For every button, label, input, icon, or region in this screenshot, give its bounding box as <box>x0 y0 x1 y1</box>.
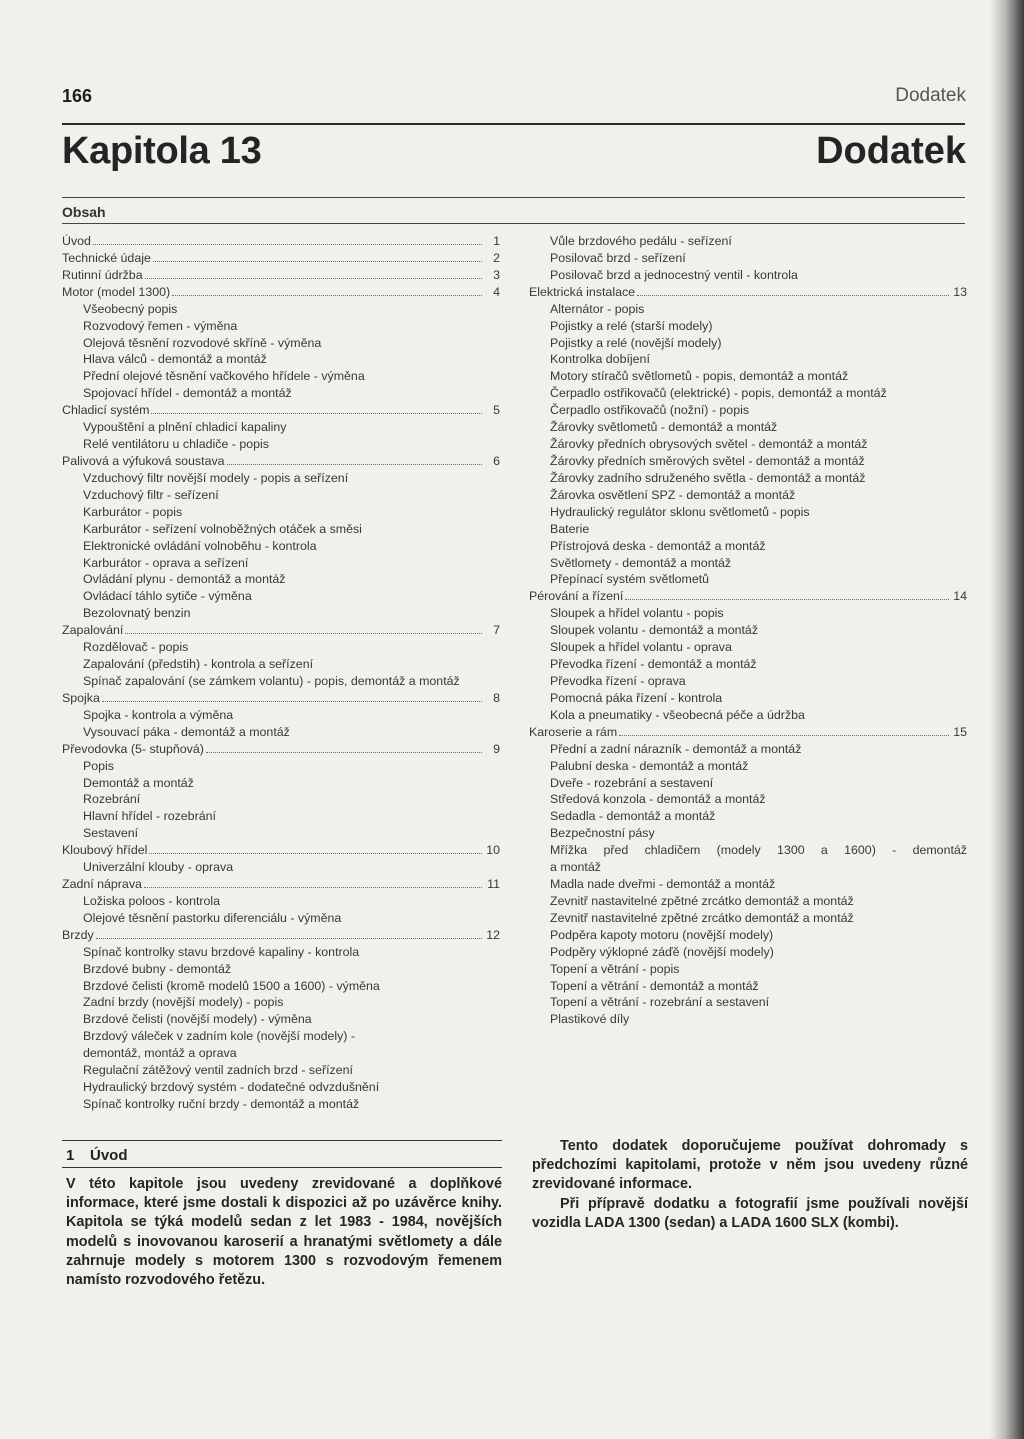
toc-entry-label: Rutinní údržba <box>62 267 143 282</box>
toc-chapter-entry <box>62 690 500 707</box>
toc-chapter-entry <box>62 233 500 250</box>
toc-page-number: 7 <box>493 623 500 638</box>
toc-chapter-entry <box>529 588 967 605</box>
toc-dot-leader <box>151 413 482 414</box>
chapter-rule <box>62 197 965 198</box>
toc-entry-label: Motor (model 1300) <box>62 284 171 299</box>
toc-page-number: 13 <box>953 284 967 299</box>
toc-subentry: Zapalování (předstih) - kontrola a seřízení <box>83 657 314 672</box>
toc-entry-label: Brzdy <box>62 927 94 942</box>
toc-subentry: Ložiska poloos - kontrola <box>83 893 221 908</box>
contents-rule <box>62 223 965 224</box>
toc-subentry: Všeobecný popis <box>83 301 178 316</box>
chapter-name: Dodatek <box>816 130 966 172</box>
toc-subentry: Brzdové čelisti (kromě modelů 1500 a 1600) - výměna <box>83 978 380 993</box>
section-rule-top <box>62 1140 502 1141</box>
toc-subentry: Bezolovnatý benzin <box>83 606 191 621</box>
chapter-title: Kapitola 13 <box>62 130 262 172</box>
toc-subentry: Spínač zapalování (se zámkem volantu) - popis, demontáž a montáž <box>83 673 460 688</box>
toc-subentry: Pojistky a relé (starší modely) <box>550 318 713 333</box>
toc-entry-label: Zadní náprava <box>62 877 142 892</box>
toc-subentry: Kontrolka dobíjení <box>550 352 650 367</box>
toc-subentry: Rozdělovač - popis <box>83 640 189 655</box>
toc-subentry: Ovládání plynu - demontáž a montáž <box>83 572 286 587</box>
toc-subentry: Vůle brzdového pedálu - seřízení <box>550 234 732 248</box>
toc-subentry: Pomocná páka řízení - kontrola <box>550 690 723 705</box>
toc-chapter-entry <box>62 876 500 893</box>
toc-subentry: Olejové těsnění pastorku diferenciálu - výměna <box>83 910 342 925</box>
page-number: 166 <box>62 86 93 106</box>
toc-subentry: Brzdové bubny - demontáž <box>83 961 232 976</box>
toc-subentry: Zevnitř nastavitelné zpětné zrcátko demontáž a montáž <box>550 893 854 908</box>
toc-entry-label: Úvod <box>62 234 91 248</box>
toc-dot-leader <box>153 261 482 262</box>
toc-chapter-entry <box>62 284 500 301</box>
contents-label: Obsah <box>62 204 106 220</box>
toc-subentry: Podpěra kapoty motoru (novější modely) <box>550 927 774 942</box>
toc-page-number: 3 <box>493 267 500 282</box>
toc-subentry: Zadní brzdy (novější modely) - popis <box>83 995 284 1010</box>
toc-subentry: Hlava válců - demontáž a montáž <box>83 352 267 367</box>
toc-subentry: Sloupek a hřídel volantu - popis <box>550 606 724 621</box>
toc-subentry: Přepínací systém světlometů <box>550 572 710 587</box>
toc-page-number: 12 <box>486 927 500 942</box>
toc-chapter-entry <box>62 741 500 758</box>
toc-entry-label: Převodovka (5- stupňová) <box>62 741 204 756</box>
toc-chapter-entry <box>62 250 500 267</box>
toc-subentry: a montáž <box>550 860 601 875</box>
toc-subentry: Převodka řízení - demontáž a montáž <box>550 657 757 672</box>
toc-entry-label: Kloubový hřídel <box>62 843 148 858</box>
toc-subentry: Karburátor - oprava a seřízení <box>83 555 249 570</box>
toc-subentry: Ovládací táhlo sytiče - výměna <box>83 589 252 604</box>
toc-chapter-entry <box>62 453 500 470</box>
toc-subentry: Hydraulický brzdový systém - dodatečné odvzdušnění <box>83 1080 380 1095</box>
intro-paragraph: V této kapitole jsou uvedeny zrevidované a doplňkové informace, které jsme dostali k dispozici až po uzávěrce knihy. Kapitola se týká modelů sedan z let 1983 - 1984, novějších modelů s inovovanou karoserií a hranatými světlomety a dále zahrnuje modely s motorem 1300 s rozvodovým řemenem namísto rozvodového řetězu. <box>66 1176 502 1289</box>
section-number: 1 <box>66 1147 75 1164</box>
toc-subentry: Brzdové čelisti (novější modely) - výměna <box>83 1012 312 1027</box>
toc-subentry: Spínač kontrolky stavu brzdové kapaliny - kontrola <box>83 944 360 959</box>
toc-entry-label: Technické údaje <box>62 250 151 265</box>
toc-subentry: Spínač kontrolky ruční brzdy - demontáž a montáž <box>83 1097 360 1112</box>
toc-subentry: Univerzální klouby - oprava <box>83 860 234 875</box>
toc-entry-label: Zapalování <box>62 623 124 638</box>
toc-subentry: Přední a zadní nárazník - demontáž a montáž <box>550 741 802 756</box>
section-rule-bottom <box>62 1167 502 1168</box>
toc-subentry: Žárovka osvětlení SPZ - demontáž a montáž <box>550 487 796 502</box>
toc-subentry: Sedadla - demontáž a montáž <box>550 809 716 824</box>
toc-chapter-entry <box>62 927 500 944</box>
toc-subentry: Žárovky světlometů - demontáž a montáž <box>550 420 778 435</box>
toc-entry-label: Spojka <box>62 690 100 705</box>
toc-subentry: Mřížka před chladičem (modely 1300 a 1600) - demontáž <box>550 843 967 858</box>
toc-subentry: Světlomety - demontáž a montáž <box>550 555 732 570</box>
toc-left-column <box>62 233 500 1113</box>
toc-chapter-entry <box>62 842 500 859</box>
toc-subentry: Motory stíračů světlometů - popis, demontáž a montáž <box>550 369 849 384</box>
toc-chapter-entry <box>529 284 967 301</box>
toc-subentry: Vzduchový filtr novější modely - popis a seřízení <box>83 470 349 485</box>
toc-page-number: 6 <box>493 453 500 468</box>
toc-subentry: Pojistky a relé (novější modely) <box>550 335 722 350</box>
toc-subentry: Přístrojová deska - demontáž a montáž <box>550 538 766 553</box>
toc-subentry: Topení a větrání - popis <box>550 961 680 976</box>
toc-dot-leader <box>96 938 482 939</box>
page-edge-shadow <box>990 0 1024 1439</box>
toc-subentry: Palubní deska - demontáž a montáž <box>550 758 749 773</box>
toc-page-number: 2 <box>493 250 500 265</box>
toc-right-column <box>529 233 967 1028</box>
toc-subentry: Olejová těsnění rozvodové skříně - výměna <box>83 335 322 350</box>
toc-subentry: Karburátor - seřízení volnoběžných otáček a směsi <box>83 521 362 536</box>
toc-subentry: Vzduchový filtr - seřízení <box>83 487 219 502</box>
toc-chapter-entry <box>62 402 500 419</box>
toc-subentry: Spojovací hřídel - demontáž a montáž <box>83 386 292 401</box>
toc-page-number: 8 <box>493 690 500 705</box>
toc-dot-leader <box>637 295 949 296</box>
toc-dot-leader <box>206 752 482 753</box>
toc-dot-leader <box>227 464 482 465</box>
toc-subentry: Regulační zátěžový ventil zadních brzd - seřízení <box>83 1063 353 1078</box>
toc-dot-leader <box>172 295 482 296</box>
toc-dot-leader <box>619 735 949 736</box>
toc-subentry: Kola a pneumatiky - všeobecná péče a údržba <box>550 707 805 722</box>
toc-dot-leader <box>125 633 482 634</box>
toc-subentry: Sestavení <box>83 826 139 841</box>
toc-subentry: Relé ventilátoru u chladiče - popis <box>83 437 269 452</box>
toc-subentry: Madla nade dveřmi - demontáž a montáž <box>550 877 776 892</box>
toc-dot-leader <box>145 278 482 279</box>
section-heading <box>66 1147 128 1164</box>
toc-subentry: Čerpadlo ostřikovačů (elektrické) - popis, demontáž a montáž <box>550 386 887 401</box>
toc-subentry: Demontáž a montáž <box>83 775 194 790</box>
toc-subentry: Rozvodový řemen - výměna <box>83 318 238 333</box>
toc-entry-label: Chladicí systém <box>62 403 150 418</box>
toc-page-number: 15 <box>953 724 967 739</box>
toc-entry-label: Pérování a řízení <box>529 589 624 604</box>
toc-subentry: Plastikové díly <box>550 1012 630 1027</box>
toc-subentry: Alternátor - popis <box>550 301 645 316</box>
toc-subentry: Žárovky předních směrových světel - demontáž a montáž <box>550 453 865 468</box>
toc-subentry: Žárovky předních obrysových světel - demontáž a montáž <box>550 437 868 452</box>
toc-subentry: Posilovač brzd a jednocestný ventil - kontrola <box>550 267 798 282</box>
toc-subentry: Sloupek a hřídel volantu - oprava <box>550 640 732 655</box>
toc-chapter-entry <box>529 724 967 741</box>
intro-right-column <box>532 1137 968 1233</box>
toc-page-number: 9 <box>493 741 500 756</box>
top-rule <box>62 123 965 125</box>
toc-page-number: 1 <box>493 234 500 248</box>
toc-dot-leader <box>144 887 482 888</box>
toc-subentry: Spojka - kontrola a výměna <box>83 707 234 722</box>
toc-subentry: Středová konzola - demontáž a montáž <box>550 792 766 807</box>
toc-subentry: Dveře - rozebrání a sestavení <box>550 775 714 790</box>
toc-dot-leader <box>93 244 482 245</box>
toc-subentry: Zevnitř nastavitelné zpětné zrcátko demontáž a montáž <box>550 910 854 925</box>
toc-page-number: 14 <box>953 589 967 604</box>
toc-subentry: Topení a větrání - rozebrání a sestavení <box>550 995 770 1010</box>
vehicles-note: Při přípravě dodatku a fotografií jsme používali novější vozidla LADA 1300 (sedan) a LADA 1600 SLX (kombi). <box>532 1195 968 1231</box>
toc-subentry: Převodka řízení - oprava <box>550 673 686 688</box>
toc-subentry: Topení a větrání - demontáž a montáž <box>550 978 759 993</box>
toc-subentry: Sloupek volantu - demontáž a montáž <box>550 623 759 638</box>
toc-subentry: Karburátor - popis <box>83 504 183 519</box>
toc-entry-label: Palivová a výfuková soustava <box>62 453 225 468</box>
toc-subentry: Posilovač brzd - seřízení <box>550 250 686 265</box>
toc-subentry: demontáž, montáž a oprava <box>83 1046 237 1061</box>
toc-dot-leader <box>149 853 482 854</box>
toc-subentry: Bezpečnostní pásy <box>550 826 655 841</box>
toc-page-number: 4 <box>493 284 500 299</box>
toc-chapter-entry <box>62 267 500 284</box>
toc-chapter-entry <box>62 622 500 639</box>
toc-subentry: Rozebrání <box>83 792 141 807</box>
toc-page-number: 5 <box>493 403 500 418</box>
toc-subentry: Vysouvací páka - demontáž a montáž <box>83 724 290 739</box>
usage-note: Tento dodatek doporučujeme používat dohromady s předchozími kapitolami, protože v něm jsou uvedeny různé zrevidované informace. <box>532 1138 968 1193</box>
toc-entry-label: Karoserie a rám <box>529 724 618 739</box>
section-title: Úvod <box>90 1147 128 1164</box>
toc-subentry: Popis <box>83 758 114 773</box>
toc-subentry: Hlavní hřídel - rozebrání <box>83 809 216 824</box>
toc-dot-leader <box>625 599 949 600</box>
toc-subentry: Podpěry výklopné záďě (novější modely) <box>550 944 774 959</box>
toc-subentry: Hydraulický regulátor sklonu světlometů - popis <box>550 504 810 519</box>
toc-subentry: Přední olejové těsnění vačkového hřídele - výměna <box>83 369 365 384</box>
toc-entry-label: Elektrická instalace <box>529 284 636 299</box>
toc-dot-leader <box>102 701 482 702</box>
toc-subentry: Žárovky zadního sdruženého světla - demontáž a montáž <box>550 470 866 485</box>
toc-subentry: Brzdový váleček v zadním kole (novější modely) - <box>83 1029 356 1044</box>
toc-subentry: Baterie <box>550 521 590 536</box>
running-head: Dodatek <box>895 85 966 106</box>
toc-subentry: Vypouštění a plnění chladicí kapaliny <box>83 420 287 435</box>
toc-subentry: Elektronické ovládání volnoběhu - kontrola <box>83 538 317 553</box>
toc-page-number: 10 <box>486 843 500 858</box>
toc-page-number: 11 <box>487 877 500 892</box>
toc-subentry: Čerpadlo ostřikovačů (nožní) - popis <box>550 403 750 418</box>
